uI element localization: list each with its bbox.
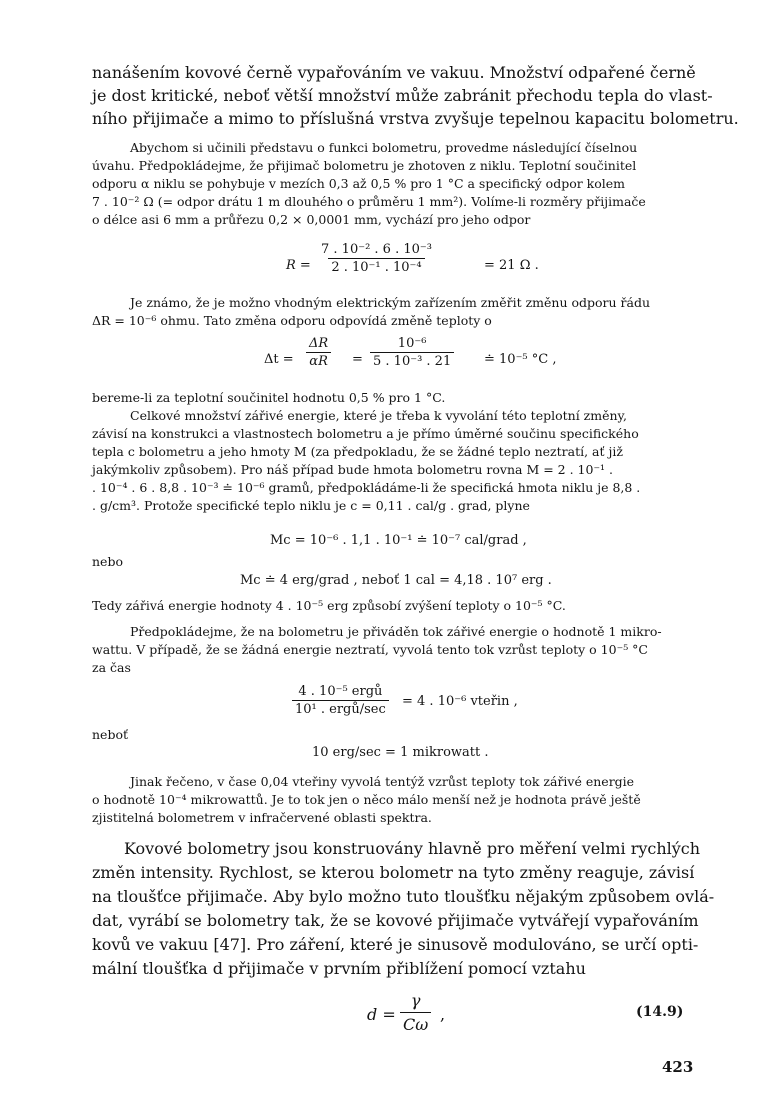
para4-line: tepla c bolometru a jeho hmoty M (za předpokladu, že se žádné teplo neztratí, ať již — [92, 444, 623, 459]
para5-line: Předpokládejme, že na bolometru je přiváděn tok zářivé energie o hodnotě 1 mikro- — [130, 624, 662, 639]
eq1-rhs: = 21 Ω . — [484, 258, 539, 273]
eq7-numerator: γ — [410, 991, 421, 1010]
para4-line: . 10⁻⁴ . 6 . 8,8 . 10⁻³ ≐ 10⁻⁶ gramů, předpokládáme-li že specifická hmota niklu je 8,8 . — [92, 480, 641, 495]
eq2-rhs: ≐ 10⁻⁵ °C , — [484, 352, 557, 367]
eq2-denominator-1: αR — [306, 352, 331, 369]
para5-line: wattu. V případě, že se žádná energie neztratí, vyvolá tento tok vzrůst teploty o 10⁻⁵ °C — [92, 642, 648, 657]
para3-line: Je známo, že je možno vhodným elektrickým zařízením změřit změnu odporu řádu — [130, 295, 651, 310]
para2-line: Abychom si učinili představu o funkci bolometru, provedme následující číselnou — [130, 140, 638, 155]
para1-line: ního přijimače a mimo to příslušná vrstva zvyšuje tepelnou kapacitu bolometru. — [92, 109, 739, 128]
eq5-fraction — [292, 684, 389, 717]
para2-line: 7 . 10⁻² Ω (= odpor drátu 1 m dlouhého o průměru 1 mm²). Volíme-li rozměry přijimače — [92, 194, 646, 209]
eq1-lhs: R = — [286, 258, 311, 273]
eq7-comma: , — [440, 1005, 446, 1024]
eq2-numerator-2: 10⁻⁶ — [397, 336, 427, 351]
eq6: 10 erg/sec = 1 mikrowatt . — [312, 745, 489, 760]
eq1-numerator: 7 . 10⁻² . 6 . 10⁻³ — [321, 242, 432, 257]
eq2-denominator-2: 5 . 10⁻³ . 21 — [370, 352, 454, 369]
eq4: Mc ≐ 4 erg/grad , neboť 1 cal = 4,18 . 10⁷ erg . — [240, 573, 552, 588]
para7-line: na tloušťce přijimače. Aby bylo možno tuto tloušťku nějakým způsobem ovlá- — [92, 887, 715, 906]
para7-line: kovů ve vakuu [47]. Pro záření, které je sinusově modulováno, se určí opti- — [92, 935, 699, 954]
para4-line: . g/cm³. Protože specifické teplo niklu je c = 0,11 . cal/g . grad, plyne — [92, 498, 530, 513]
para3-line: ΔR = 10⁻⁶ ohmu. Tato změna odporu odpovídá změně teploty o — [92, 313, 492, 328]
eq7-lhs: d = — [367, 1005, 396, 1024]
para1-line: je dost kritické, neboť větší množství může zabránit přechodu tepla do vlast- — [92, 86, 713, 105]
eq7-denominator: Cω — [400, 1012, 431, 1035]
nebo-label: nebo — [92, 554, 123, 569]
para7-line: dat, vyrábí se bolometry tak, že se kovové přijimače vytvářejí vypařováním — [92, 911, 699, 930]
para6-line: zjistitelná bolometrem v infračervené oblasti spektra. — [92, 810, 432, 825]
eq5-denominator: 10¹ . ergů/sec — [292, 700, 389, 717]
eq2-fraction-1 — [306, 336, 331, 369]
para4-line: Celkové množství zářivé energie, které je třeba k vyvolání této teplotní změny, — [130, 408, 627, 423]
para2-line: o délce asi 6 mm a průřezu 0,2 × 0,0001 mm, vychází pro jeho odpor — [92, 212, 531, 227]
nebot-label: neboť — [92, 727, 128, 742]
eq2-lhs: Δt = — [264, 352, 294, 367]
para1-line: nanášením kovové černě vypařováním ve vakuu. Množství odpařené černě — [92, 63, 696, 82]
eq5-numerator: 4 . 10⁻⁵ ergů — [298, 684, 383, 699]
para7-line: změn intensity. Rychlost, se kterou bolometr na tyto změny reaguje, závisí — [92, 863, 695, 882]
para2-line: odporu α niklu se pohybuje v mezích 0,3 až 0,5 % pro 1 °C a specifický odpor kolem — [92, 176, 626, 191]
eq2-equals: = — [352, 352, 363, 367]
para4-line: bereme-li za teplotní součinitel hodnotu 0,5 % pro 1 °C. — [92, 390, 446, 405]
para7-line: Kovové bolometry jsou konstruovány hlavně pro měření velmi rychlých — [124, 839, 701, 858]
para5-line: Tedy zářivá energie hodnoty 4 . 10⁻⁵ erg způsobí zvýšení teploty o 10⁻⁵ °C. — [92, 598, 566, 613]
para4-line: závisí na konstrukci a vlastnostech bolometru a je přímo úměrné součinu specifického — [92, 426, 639, 441]
equation-number: (14.9) — [636, 1004, 684, 1020]
eq1-fraction — [318, 242, 435, 275]
para5-line: za čas — [92, 660, 131, 675]
page-number: 423 — [662, 1058, 694, 1076]
para6-line: Jinak řečeno, v čase 0,04 vteřiny vyvolá tentýž vzrůst teploty tok zářivé energie — [130, 774, 635, 789]
eq1-denominator: 2 . 10⁻¹ . 10⁻⁴ — [328, 258, 424, 275]
para4-line: jakýmkoliv způsobem). Pro náš případ bude hmota bolometru rovna M = 2 . 10⁻¹ . — [92, 462, 614, 477]
eq5-rhs: = 4 . 10⁻⁶ vteřin , — [402, 694, 518, 709]
para2-line: úvahu. Předpokládejme, že přijimač bolometru je zhotoven z niklu. Teplotní součinitel — [92, 158, 637, 173]
eq3: Mc = 10⁻⁶ . 1,1 . 10⁻¹ ≐ 10⁻⁷ cal/grad , — [270, 533, 527, 548]
eq7-fraction — [400, 990, 431, 1035]
eq2-fraction-2 — [370, 336, 454, 369]
para7-line: mální tloušťka d přijimače v prvním přiblížení pomocí vztahu — [92, 959, 586, 978]
para6-line: o hodnotě 10⁻⁴ mikrowattů. Je to tok jen o něco málo menší než je hodnota právě ještě — [92, 792, 641, 807]
eq2-numerator-1: ΔR — [309, 336, 329, 351]
